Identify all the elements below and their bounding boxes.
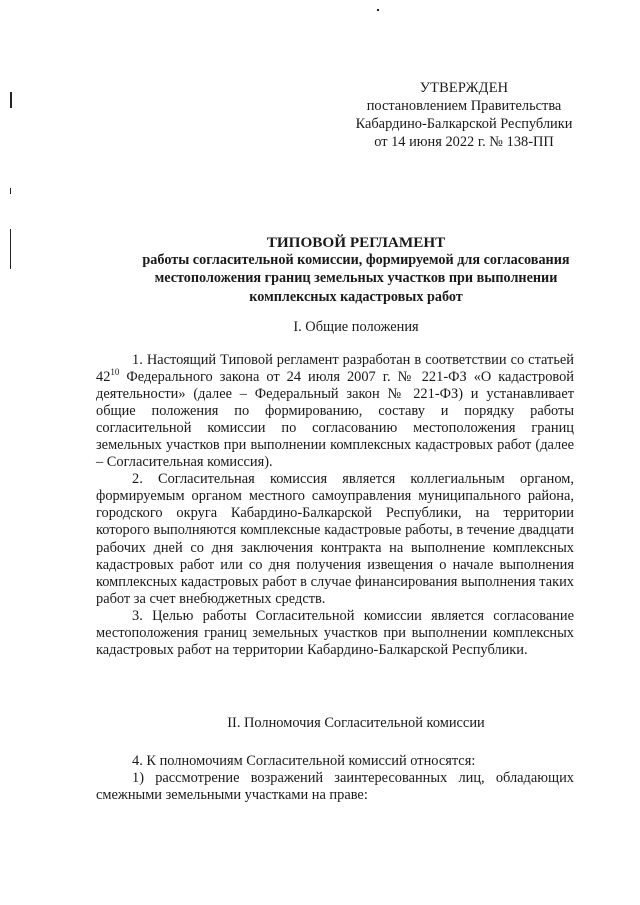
paragraph-text: Федерального закона от 24 июля 2007 г. № 221-ФЗ «О кадастровой деятельности» (далее – Федеральный закон № 221-ФЗ) и устанавливает общие положения по формированию, составу и порядку работы согласительной комиссии по согласованию местоположения границ земельных участков при выполнении комплексных кадастровых работ (далее – Согласительная комиссия). (96, 369, 574, 471)
approval-title: УТВЕРЖДЕН (419, 80, 509, 96)
subtitle-line: работы согласительной комиссии, формируемой для согласования (142, 252, 570, 268)
paragraph-text: 1. Настоящий Типовой регламент разработан в соответствии со статьей 42 (96, 352, 574, 386)
scan-artifact (10, 229, 11, 269)
paragraph: 4. К полномочиям Согласительной комиссий относятся: (132, 753, 476, 769)
scan-artifact (377, 9, 379, 11)
scan-artifact (10, 92, 12, 108)
document-subtitle (96, 251, 616, 306)
paragraph: 3. Целью работы Согласительной комиссии является согласование местоположения границ земельных участков при выполнении комплексных кадастровых работ на территории Кабардино-Балкарской Республики. (96, 607, 574, 658)
paragraph: 2. Согласительная комиссия является коллегиальным органом, формируемым органом местного самоуправления муниципального района, городского округа Кабардино-Балкарской Республики, на территории которого выполняются комплексные кадастровые работы, в течение двадцати рабочих дней со дня заключения контракта на выполнение комплексных кадастровых работ или со дня получения извещения о начале выполнения комплексных кадастровых работ в случае финансирования выполнения таких работ за счет внебюджетных средств. (96, 471, 574, 607)
scan-artifact (10, 188, 11, 194)
section-body (96, 753, 574, 804)
subtitle-line: местоположения границ земельных участков при выполнении (154, 270, 558, 287)
approval-line: Кабардино-Балкарской Республики (355, 116, 573, 132)
paragraph: 1) рассмотрение возражений заинтересованных лиц, обладающих смежными земельными участками на праве: (96, 770, 574, 804)
section-heading: I. Общие положения (293, 319, 419, 335)
superscript: 10 (110, 367, 120, 378)
subtitle-line: комплексных кадастровых работ (249, 288, 463, 305)
approval-line: постановлением Правительства (366, 98, 562, 114)
document-title: ТИПОВОЙ РЕГЛАМЕНТ (266, 234, 446, 251)
section-heading: II. Полномочия Согласительной комиссии (227, 715, 485, 731)
section-body (96, 352, 574, 659)
approval-line: от 14 июня 2022 г. № 138-ПП (374, 134, 554, 150)
paragraph (96, 352, 574, 471)
approval-block (344, 79, 584, 151)
